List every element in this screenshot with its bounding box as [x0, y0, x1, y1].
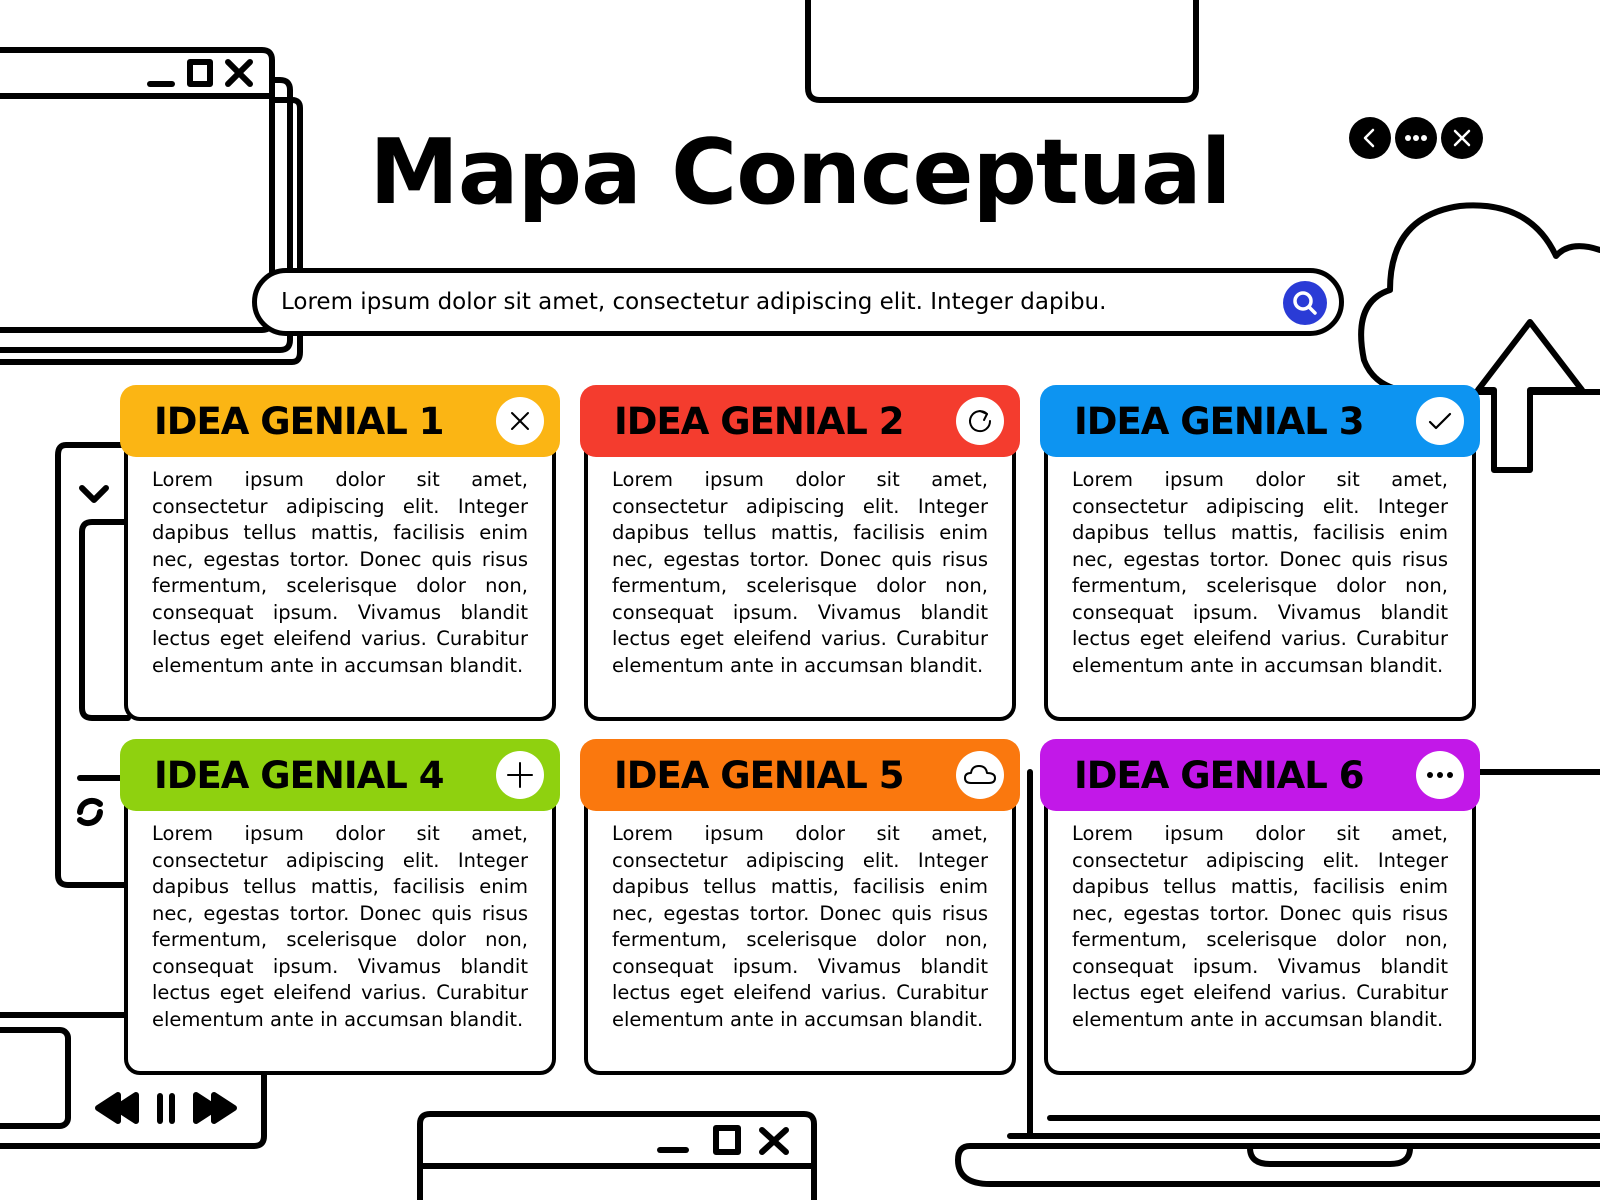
chevron-left-icon [1359, 127, 1381, 149]
card-title: IDEA GENIAL 6 [1074, 753, 1364, 797]
card-header [1040, 385, 1480, 457]
more-icon [1404, 134, 1428, 142]
card-text: Lorem ipsum dolor sit amet, consectetur adipiscing elit. Integer dapibus tellus mattis, facilisis enim nec, egestas tortor. Donec quis risus fermentum, scelerisque dolor non, consequat ipsum. Vivamus blandit lectus eget eleifend varius. Curabitur elementum ante in accumsan blandit. [152, 822, 528, 1031]
search-icon [1291, 289, 1319, 317]
top-window-illustration [808, 0, 1196, 100]
card-title: IDEA GENIAL 4 [154, 753, 444, 797]
card-title: IDEA GENIAL 1 [154, 399, 444, 443]
card-title: IDEA GENIAL 5 [614, 753, 904, 797]
window-controls [1349, 117, 1483, 159]
close-button[interactable] [1441, 117, 1483, 159]
search-bar[interactable] [252, 268, 1344, 336]
idea-card-6 [1040, 739, 1480, 1079]
more-button[interactable] [1395, 117, 1437, 159]
card-action-button[interactable] [956, 751, 1004, 799]
card-text: Lorem ipsum dolor sit amet, consectetur adipiscing elit. Integer dapibus tellus mattis, facilisis enim nec, egestas tortor. Donec quis risus fermentum, scelerisque dolor non, consequat ipsum. Vivamus blandit lectus eget eleifend varius. Curabitur elementum ante in accumsan blandit. [612, 822, 988, 1031]
bottom-window-illustration [420, 1114, 814, 1200]
card-text: Lorem ipsum dolor sit amet, consectetur adipiscing elit. Integer dapibus tellus mattis, facilisis enim nec, egestas tortor. Donec quis risus fermentum, scelerisque dolor non, consequat ipsum. Vivamus blandit lectus eget eleifend varius. Curabitur elementum ante in accumsan blandit. [1072, 468, 1448, 677]
search-button[interactable] [1283, 281, 1327, 325]
card-action-button[interactable] [1416, 397, 1464, 445]
idea-card-3 [1040, 385, 1480, 725]
card-header [120, 739, 560, 811]
idea-card-2 [580, 385, 1020, 725]
idea-card-1 [120, 385, 560, 725]
plus-icon [504, 759, 536, 791]
check-icon [1425, 406, 1455, 436]
card-text: Lorem ipsum dolor sit amet, consectetur adipiscing elit. Integer dapibus tellus mattis, facilisis enim nec, egestas tortor. Donec quis risus fermentum, scelerisque dolor non, consequat ipsum. Vivamus blandit lectus eget eleifend varius. Curabitur elementum ante in accumsan blandit. [612, 468, 988, 677]
card-text: Lorem ipsum dolor sit amet, consectetur adipiscing elit. Integer dapibus tellus mattis, facilisis enim nec, egestas tortor. Donec quis risus fermentum, scelerisque dolor non, consequat ipsum. Vivamus blandit lectus eget eleifend varius. Curabitur elementum ante in accumsan blandit. [152, 468, 528, 677]
card-action-button[interactable] [496, 751, 544, 799]
card-action-button[interactable] [496, 397, 544, 445]
close-icon [506, 407, 534, 435]
idea-card-5 [580, 739, 1020, 1079]
close-icon [1451, 127, 1473, 149]
card-header [580, 739, 1020, 811]
more-icon [1425, 771, 1455, 779]
search-text: Lorem ipsum dolor sit amet, consectetur adipiscing elit. Integer dapibu. [281, 289, 1107, 315]
card-header [1040, 739, 1480, 811]
card-header [120, 385, 560, 457]
card-title: IDEA GENIAL 3 [1074, 399, 1364, 443]
refresh-icon [965, 406, 995, 436]
card-action-button[interactable] [1416, 751, 1464, 799]
back-button[interactable] [1349, 117, 1391, 159]
card-title: IDEA GENIAL 2 [614, 399, 904, 443]
cloud-icon [963, 763, 997, 787]
card-header [580, 385, 1020, 457]
page-title: Mapa Conceptual [369, 120, 1231, 225]
idea-card-4 [120, 739, 560, 1079]
card-action-button[interactable] [956, 397, 1004, 445]
card-text: Lorem ipsum dolor sit amet, consectetur adipiscing elit. Integer dapibus tellus mattis, facilisis enim nec, egestas tortor. Donec quis risus fermentum, scelerisque dolor non, consequat ipsum. Vivamus blandit lectus eget eleifend varius. Curabitur elementum ante in accumsan blandit. [1072, 822, 1448, 1031]
